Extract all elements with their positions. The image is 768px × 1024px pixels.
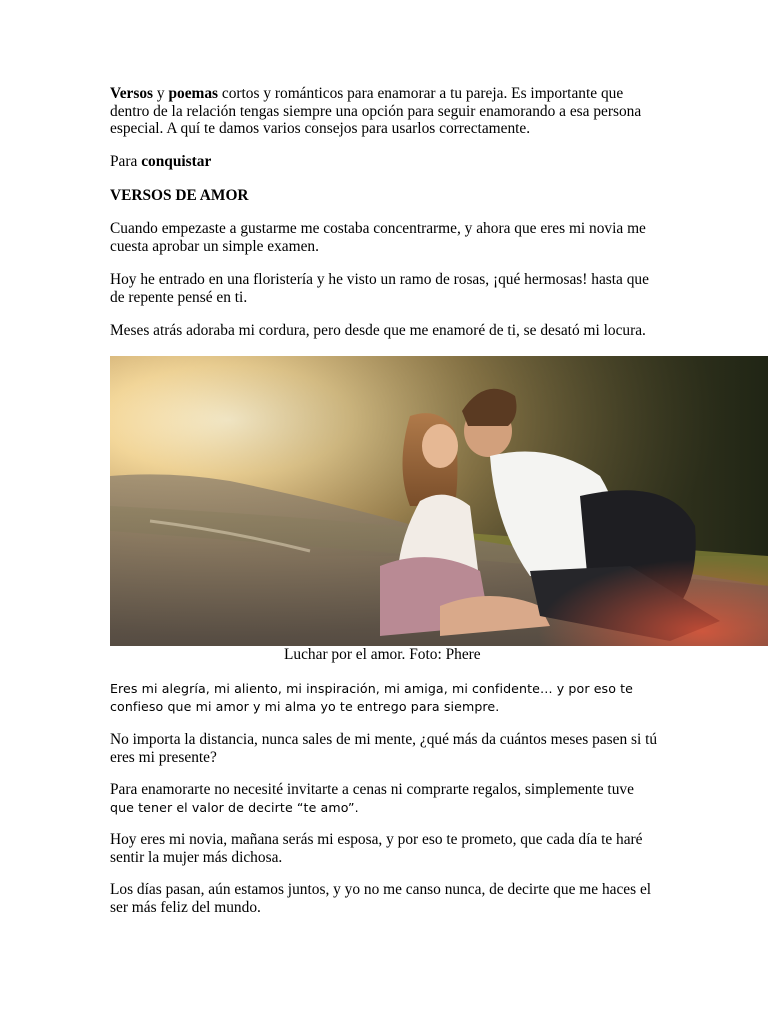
verse-paragraph: No importa la distancia, nunca sales de mi mente, ¿qué más da cuántos meses pasen si tú eres mi presente? <box>110 731 658 766</box>
section-heading: VERSOS DE AMOR <box>110 187 249 204</box>
para-conquistar-line <box>110 153 662 171</box>
verse-line: que tener el valor de decirte “te amo”. <box>110 799 359 815</box>
intro-paragraph <box>110 85 662 138</box>
verse-paragraph: Hoy eres mi novia, mañana serás mi esposa, y por eso te prometo, que cada día te haré sentir la mujer más dichosa. <box>110 831 643 866</box>
verse-paragraph: Meses atrás adoraba mi cordura, pero desde que me enamoré de ti, se desató mi locura. <box>110 322 646 339</box>
para-prefix: Para <box>110 153 142 170</box>
para-bold-conquistar: conquistar <box>141 153 212 170</box>
intro-conjunction: y <box>153 85 169 102</box>
verse-paragraph: Eres mi alegría, mi aliento, mi inspiración, mi amiga, mi confidente… y por eso te confieso que mi amor y mi alma yo te entrego para siempre. <box>110 681 634 714</box>
verse-paragraph <box>110 781 662 816</box>
intro-bold-poemas: poemas <box>168 85 219 102</box>
couple-photo-illustration <box>110 356 768 646</box>
verse-paragraph: Hoy he entrado en una floristería y he visto un ramo de rosas, ¡qué hermosas! hasta que de repente pensé en ti. <box>110 271 649 306</box>
photo-caption: Luchar por el amor. Foto: Phere <box>284 646 481 663</box>
verse-paragraph: Cuando empezaste a gustarme me costaba concentrarme, y ahora que eres mi novia me cuesta aprobar un simple examen. <box>110 220 646 255</box>
verse-line: Para enamorarte no necesité invitarte a cenas ni comprarte regalos, simplemente tuve <box>110 781 634 798</box>
verse-paragraph: Los días pasan, aún estamos juntos, y yo no me canso nunca, de decirte que me haces el ser más feliz del mundo. <box>110 881 652 916</box>
couple-photo <box>110 356 768 646</box>
intro-text: cortos y románticos para enamorar a tu pareja. Es importante que dentro de la relación tengas siempre una opción para seguir enamorando a esa persona especial. A quí te damos varios consejos para usarlos correctamente. <box>110 85 642 137</box>
intro-bold-versos: Versos <box>110 85 154 102</box>
